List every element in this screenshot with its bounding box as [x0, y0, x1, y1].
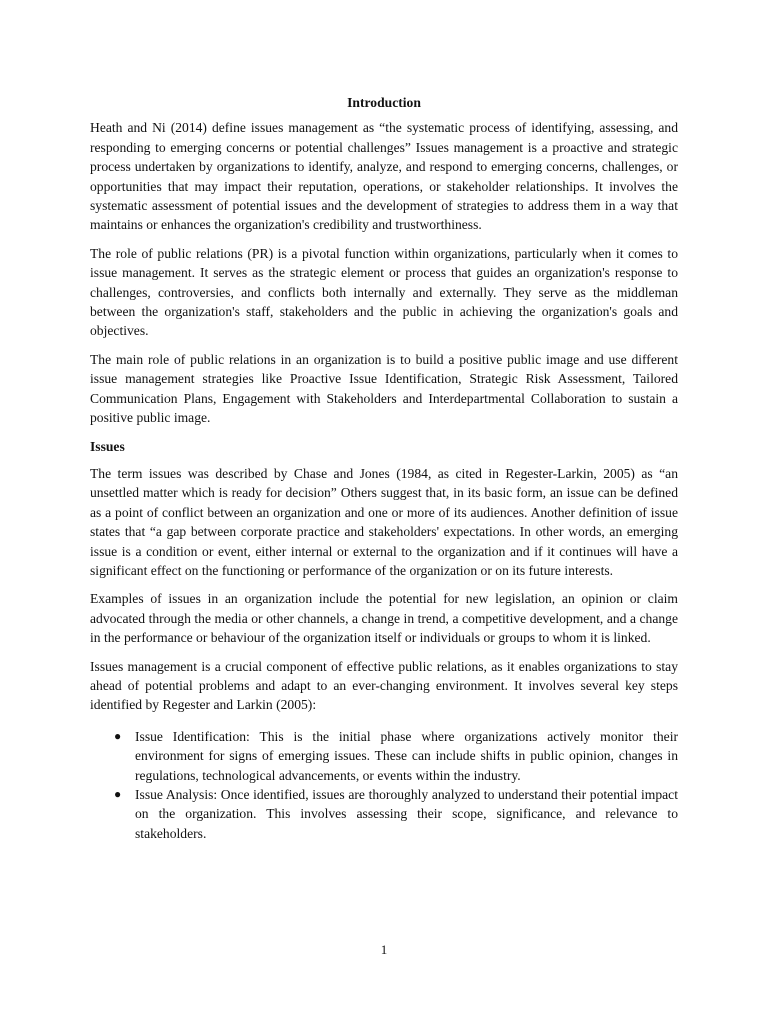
heading-introduction: Introduction: [347, 95, 421, 110]
document-page: [90, 93, 678, 843]
heading-issues: Issues: [90, 438, 125, 454]
intro-paragraph-1: Heath and Ni (2014) define issues management as “the systematic process of identifying, assessing, and responding to emerging concerns or potential challenges” Issues management is a proactive and strategic process undertaken by organizations to identify, analyze, and respond to emerging concerns, challenges, or opportunities that may impact their reputation, operations, or stakeholder relationships. It involves the systematic assessment of potential issues and the development of strategies to address them in a way that maintains or enhances the organization's credibility and trustworthiness.: [90, 120, 678, 233]
bullet-icon: ●: [114, 787, 122, 801]
issues-paragraph-2: Examples of issues in an organization include the potential for new legislation, an opinion or claim advocated through the media or other channels, a change in trend, a competitive development, and a change in the performance or behaviour of the organization itself or individuals or groups to whom it is linked.: [90, 591, 678, 646]
intro-paragraph-3: The main role of public relations in an organization is to build a positive public image and use different issue management strategies like Proactive Issue Identification, Strategic Risk Assessment, Tailored Communication Plans, Engagement with Stakeholders and Interdepartmental Collaboration to sustain a positive public image.: [90, 351, 678, 426]
issues-paragraph-1: The term issues was described by Chase and Jones (1984, as cited in Regester-Larkin, 2005) as “an unsettled matter which is ready for decision” Others suggest that, in its basic form, an issue can be defined as a point of conflict between an organization and one or more of its audiences. Another definition of issue states that “a gap between corporate practice and stakeholders' expectations. In other words, an emerging issue is a condition or event, either internal or external to the organization and if it continues will have a significant effect on the functioning or performance of the organization or on its future interests.: [90, 465, 678, 578]
bullet-icon: ●: [114, 728, 122, 743]
list-item-text: Issue Identification: This is the initial phase where organizations actively monitor their environment for signs of emerging issues. These can include shifts in public opinion, changes in regulations, technological advancements, or events within the industry.: [135, 728, 678, 783]
list-item: [114, 727, 678, 785]
page-number: 1: [380, 942, 388, 957]
key-steps-list: [90, 727, 678, 843]
issues-paragraph-3: Issues management is a crucial component of effective public relations, as it enables organizations to stay ahead of potential problems and adapt to an ever-changing environment. It involves several key steps identified by Regester and Larkin (2005):: [90, 658, 678, 713]
list-item: [114, 785, 678, 843]
list-item-text: Issue Analysis: Once identified, issues are thoroughly analyzed to understand their potential impact on the organization. This involves assessing their scope, significance, and relevance to stakeholders.: [135, 787, 678, 841]
intro-paragraph-2: The role of public relations (PR) is a pivotal function within organizations, particularly when it comes to issue management. It serves as the strategic element or process that guides an organization's response to challenges, controversies, and conflicts both internally and externally. They serve as the middleman between the organization's staff, stakeholders and the public in achieving the organization's goals and objectives.: [90, 245, 678, 339]
